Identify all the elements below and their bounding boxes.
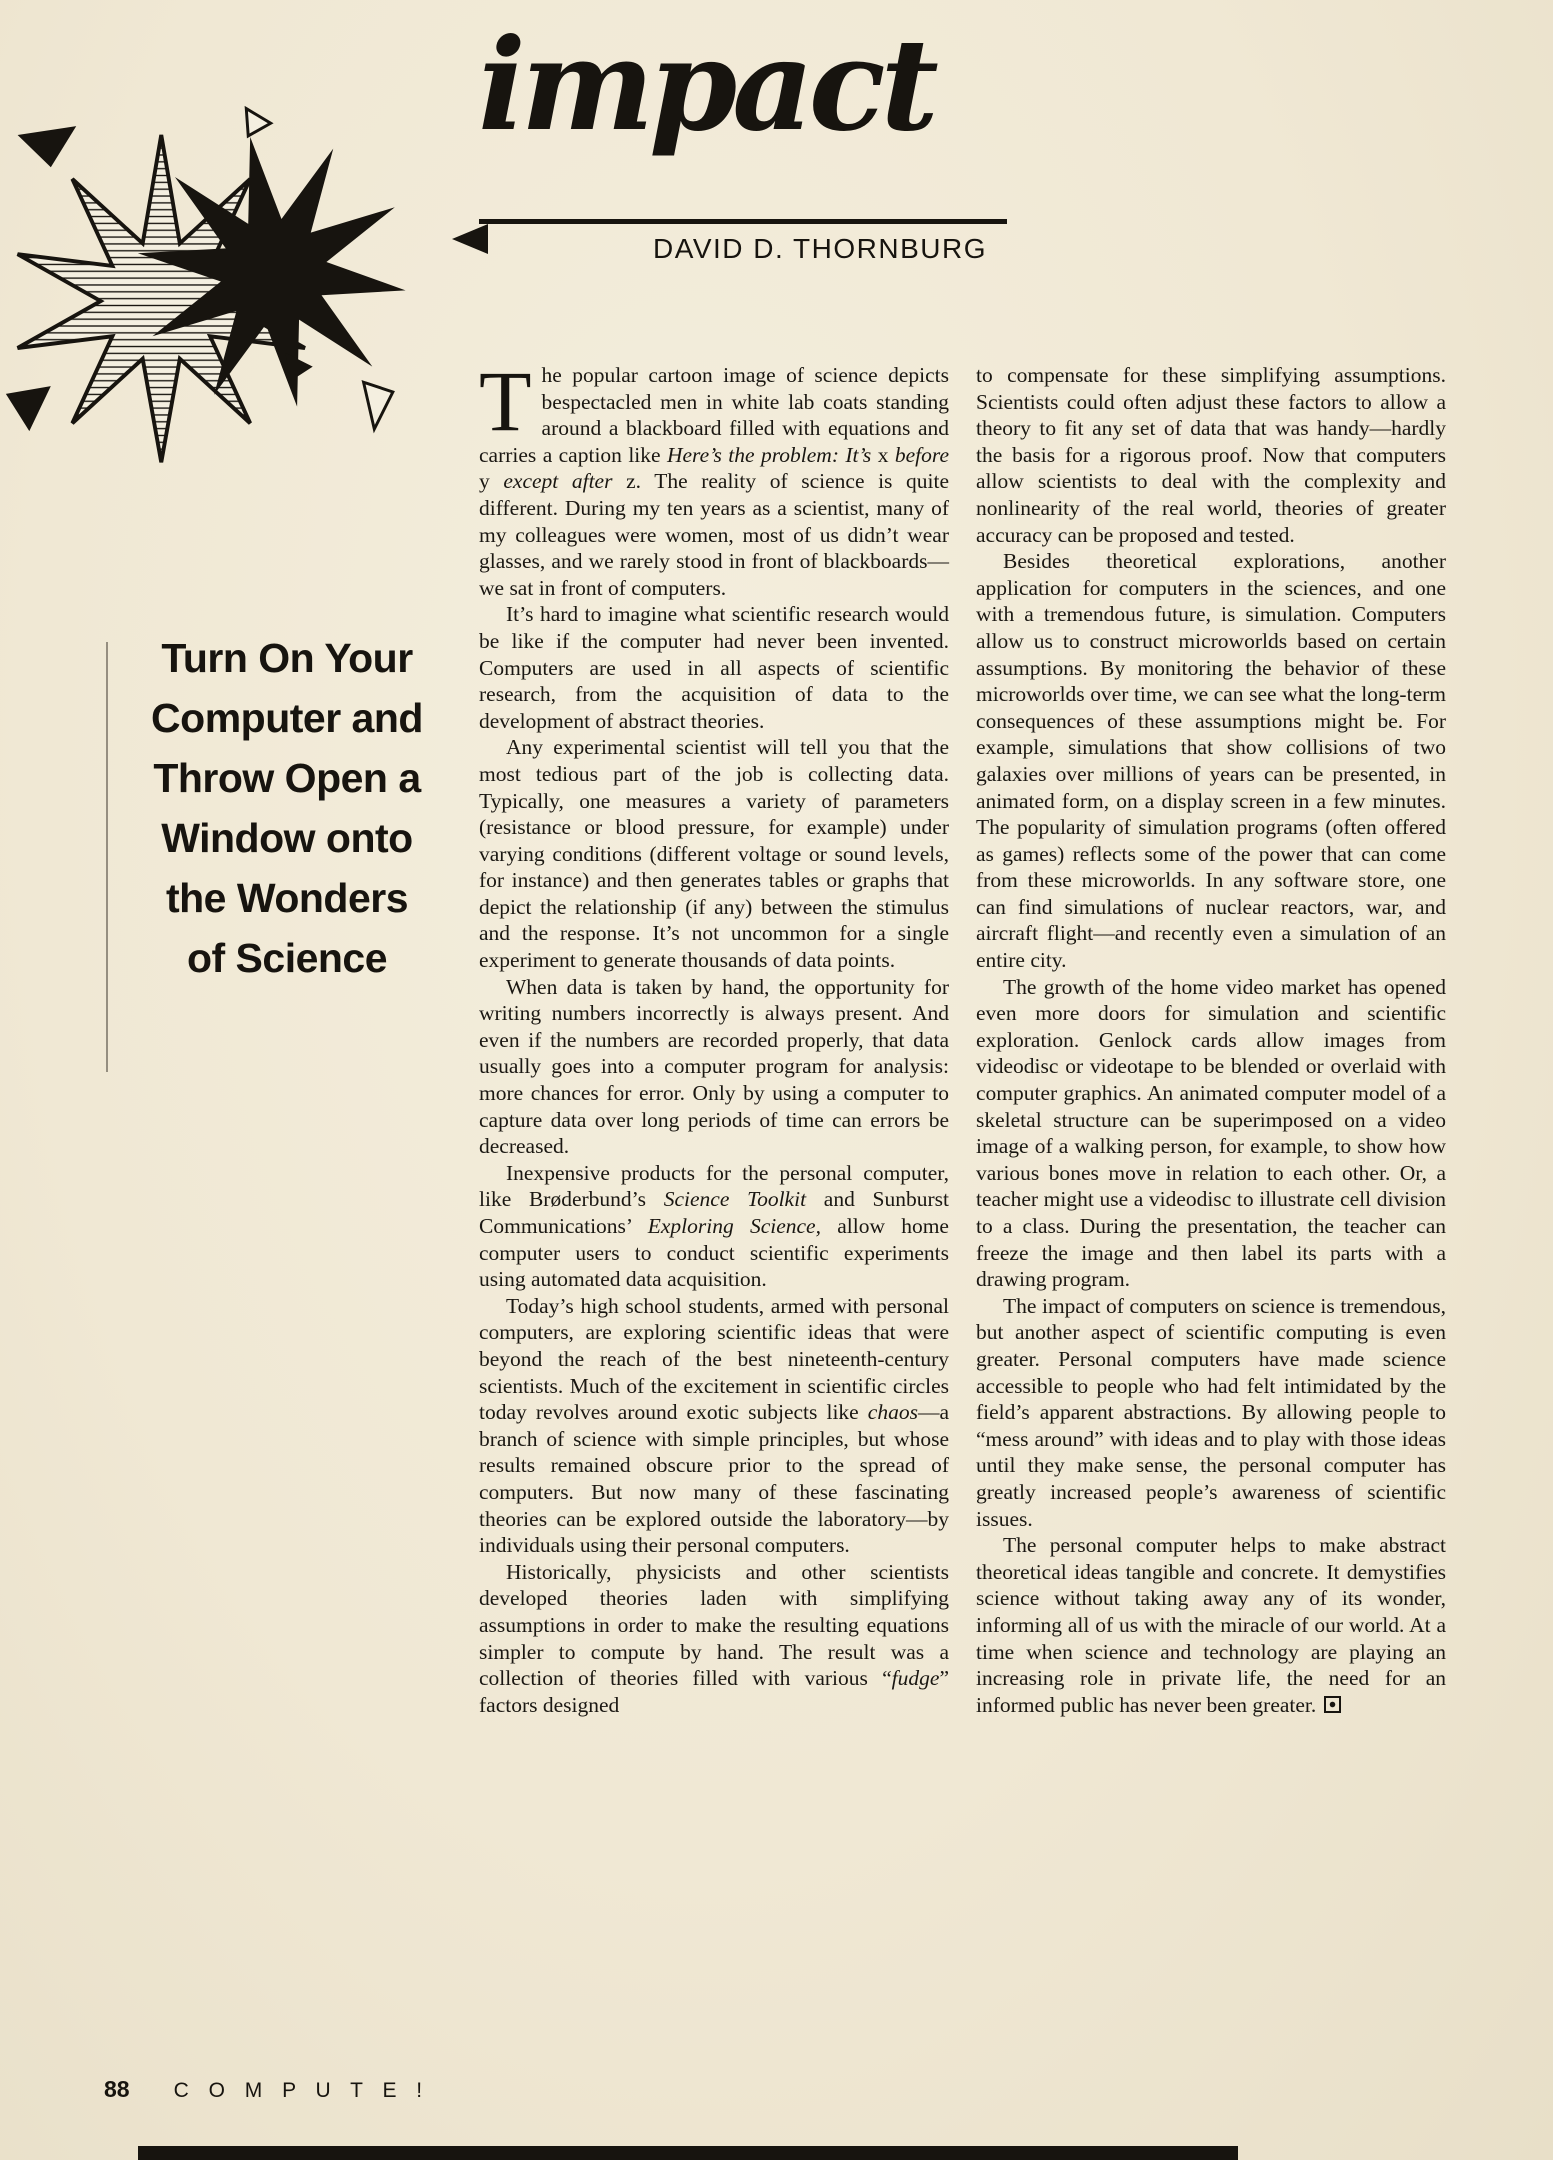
paragraph-text: he popular cartoon image of science depicts bespectacled men in white lab coats standing around a blackboard filled with equations and carries a caption like Here’s the problem: It’s x before y except after z. The reality of science is quite different. During my ten years as a scientist, many of my colleagues were women, most of us didn’t wear glasses, and we rarely stood in front of blackboards—we sat in front of computers. (479, 363, 950, 600)
article-headline: Turn On Your Computer and Throw Open a Window onto the Wonders of Science (151, 635, 423, 981)
paragraph: When data is taken by hand, the opportunity for writing numbers incorrectly is always present. And even if the numbers are recorded properly, that data usually goes into a computer program for analysis: more chances for error. Only by using a computer to capture data over long periods of time can errors be decreased. (479, 974, 949, 1159)
paragraph: to compensate for these simplifying assumptions. Scientists could often adjust these factors to allow a theory to fit any set of data that was handy—hardly the basis for a rigorous proof. Now that computers allow scientists to deal with the complexity and nonlinearity of the real world, theories of greater accuracy can be proposed and tested. (976, 363, 1446, 547)
magazine-name: C O M P U T E ! (173, 2079, 430, 2102)
paragraph: Any experimental scientist will tell you that the most tedious part of the job is collecting data. Typically, one measures a variety of parameters (resistance or blood pressure, for example) under varying conditions (different voltage or sound levels, for instance) and then generates tables or graphs that depict the relationship (if any) between the stimulus and the response. It’s not uncommon for a single experiment to generate thousands of data points. (479, 735, 949, 973)
starburst-graphic (0, 42, 430, 482)
paragraph: Historically, physicists and other scientists developed theories laden with simplifying assumptions in order to make the resulting equations simpler to compute by hand. The result was a collection of theories filled with various “fudge” factors designed (479, 1559, 949, 1717)
paragraph: Today’s high school students, armed with personal computers, are exploring scientific ideas that were beyond the reach of the best nineteenth-century scientists. Much of the excitement in scientific circles today revolves around exotic subjects like chaos—a branch of science with simple principles, but whose results remained obscure prior to the spread of computers. But now many of these fascinating theories can be explored outside the laboratory—by individuals using their personal computers. (479, 1293, 949, 1558)
paragraph: The personal computer helps to make abstract theoretical ideas tangible and concrete. It demystifies science without taking away any of its wonder, informing all of us with the miracle of our world. At a time when science and technology are playing an increasing role in private life, the need for an informed public has never been greater. (976, 1533, 1446, 1717)
paragraph (479, 353, 950, 601)
left-arrow-icon (452, 224, 488, 254)
paragraph: The growth of the home video market has opened even more doors for simulation and scientific exploration. Genlock cards allow images from videodisc or videotape to be blended or overlaid with computer graphics. An animated computer model of a skeletal structure can be superimposed on a video image of a walking person, for example, to show how various bones move in relation to each other. Or, a teacher might use a videodisc to illustrate cell division to a class. During the presentation, the teacher can freeze the image and then label its parts with a drawing program. (976, 974, 1446, 1292)
explosion-icon (0, 42, 430, 482)
paragraph: Inexpensive products for the personal computer, like Brøderbund’s Science Toolkit and Sunburst Communications’ Exploring Science, allow home computer users to conduct scientific experiments using automated data acquisition. (479, 1160, 950, 1292)
column-title: impact (478, 11, 934, 159)
article-column-2 (976, 362, 1446, 1718)
page-number: 88 (104, 2076, 130, 2102)
article-column-1 (479, 353, 950, 1718)
page-footer (104, 2076, 429, 2103)
paragraph: Besides theoretical explorations, another application for computers in the sciences, and one with a tremendous future, is simulation. Computers allow us to construct microworlds based on certain assumptions. By monitoring the behavior of these microworlds over time, we can see what the long-term consequences of these assumptions might be. For example, simulations that show collisions of two galaxies over millions of years can be presented, in animated form, on a display screen in a few minutes. The popularity of simulation programs (often offered as games) reflects some of the power that can come from these microworlds. In any software store, one can find simulations of nuclear reactors, war, and aircraft flight—and recently even a simulation of an entire city. (976, 549, 1446, 973)
bottom-edge-bar (138, 2146, 1238, 2160)
author-byline: DAVID D. THORNBURG (653, 233, 987, 264)
masthead-rule (479, 219, 1007, 224)
paragraph: The impact of computers on science is tremendous, but another aspect of scientific computing is even greater. Personal computers have made science accessible to people who had felt intimidated by the field’s apparent abstractions. By allowing people to “mess around” with ideas and to play with those ideas until they make sense, the personal computer has greatly increased people’s awareness of scientific issues. (976, 1293, 1446, 1531)
drop-cap: T (479, 353, 532, 449)
paragraph: It’s hard to imagine what scientific research would be like if the computer had never been invented. Computers are used in all aspects of scientific research, from the acquisition of data to the development of abstract theories. (479, 602, 949, 733)
